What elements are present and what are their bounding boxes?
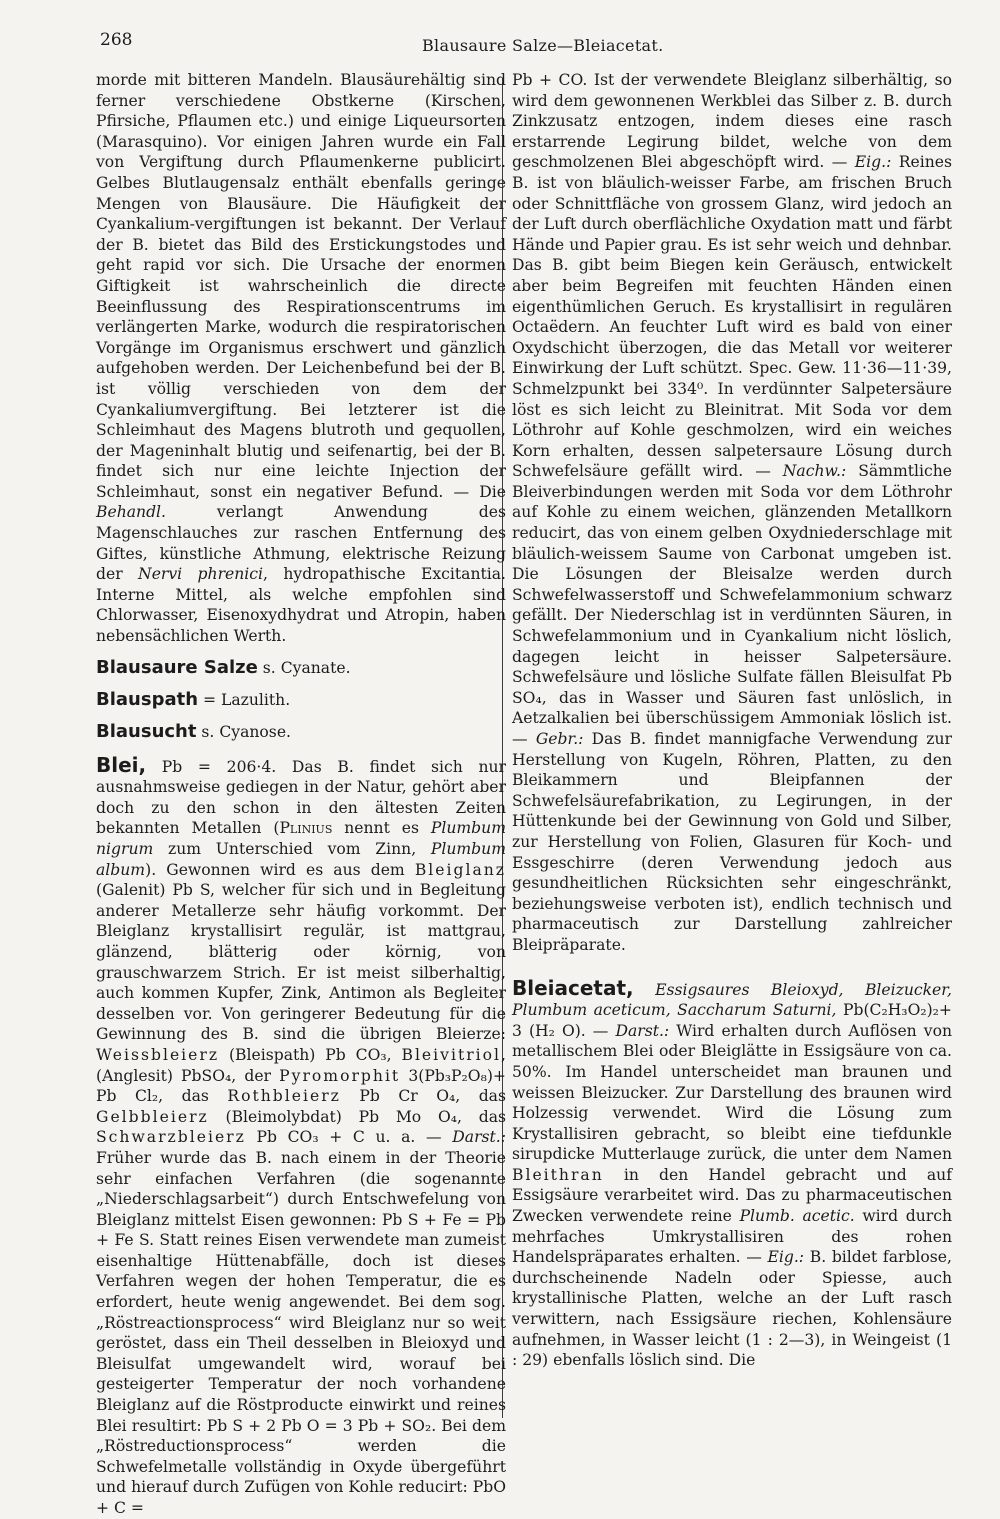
entry-blauspath [96, 689, 506, 711]
entry-text: = Lazulith. [198, 690, 291, 709]
running-head: Blausaure Salze—Bleiacetat. [422, 36, 664, 55]
entry-text: , (Anglesit) PbSO₄, der [96, 1045, 506, 1085]
behandl-text-1: verlangt Anwendung des Magenschlauches zur raschen Entfernung des Giftes, künstliche Athmung, elektrische Reizung der [96, 503, 506, 584]
page-header [100, 30, 940, 60]
term-plumbum-album: Plumbum album [96, 840, 506, 879]
entry-text: wird durch mehrfaches Umkrystallisiren des rohen Handelspräparates erhalten. — [512, 1207, 952, 1267]
entry-text: (Bleispath) Pb CO₃, [219, 1045, 402, 1064]
mineral-schwarzbleierz: Schwarzbleierz [96, 1128, 246, 1147]
entry-text: Pb = 206·4. Das B. findet sich nur ausnahmsweise gediegen in der Natur, gehört aber doch zu den schon in den ältesten Zeiten bekannten Metallen ( [96, 757, 506, 838]
entry-text: zum Unterschied vom Zinn, [153, 840, 431, 858]
headword: Blei, [96, 752, 147, 777]
gebr-label: Gebr.: [535, 730, 584, 748]
entry-text: B. bildet farblose, durchscheinende Nadeln oder Spiesse, auch krystallinische Platten, welche an der Luft rasch verwittern, nach Essigsäure riechen, Kohlensäure aufnehmen, in Wasser leicht (1 : 2—3), in Weingeist (1 : 29) ebenfalls löslich sind. Die [512, 1248, 952, 1370]
entry-text: (Galenit) Pb S, welcher für sich und in Begleitung anderer Metallerze sehr häufig vorkommt. Der Bleiglanz krystallisirt regulär, ist mattgrau, glänzend, blätterig oder körnig, von grauschwarzem Strich. Er ist meist silberhaltig, auch kommen Kupfer, Zink, Antimon als Begleiter desselben vor. Von geringerer Bedeutung für die Gewinnung des B. sind die übrigen Bleierze: [96, 881, 506, 1044]
entry-text: Pb CO₃ + C u. a. — [245, 1128, 453, 1147]
entry-text: Das B. findet mannigfache Verwendung zur Herstellung von Kugeln, Röhren, Platten, zu den Bleikammern und Bleipfannen der Schwefelsäurefabrikation, zu Legirungen, in der Hüttenkunde bei der Gewinnung von Gold und Silber, zur Herstellung von Folien, Glasuren für Koch- und Essgeschirre (deren Verwendung jedoch aus gesundheitlichen Rücksichten sehr eingeschränkt, beziehungsweise verboten ist), endlich technisch und pharmaceutisch zur Darstellung zahlreicher Bleipräparate. [512, 730, 952, 954]
continued-entry-text [96, 70, 506, 647]
entry-text: in den Handel gebracht und auf Essigsäure verarbeitet wird. Das zu pharmaceutischen Zwecken verwendete reine [512, 1165, 952, 1226]
author-plinius: Plinius [279, 819, 333, 838]
mineral-rothbleierz: Rothbleierz [227, 1087, 341, 1106]
entry-text: Pb(C₂H₃O₂)₂+ 3 (H₂ O). — [512, 1001, 952, 1040]
term-plumb-acetic: Plumb. acetic. [739, 1207, 855, 1226]
left-column [96, 70, 506, 1519]
entry-text: 3(Pb₃P₂O₈)+ Pb Cl₂, das [96, 1066, 506, 1106]
darst-label: Darst.: [452, 1128, 506, 1147]
term-bleithran: Bleithran [512, 1165, 604, 1184]
entry-text: Wird erhalten durch Auflösen von metallischem Blei oder Bleiglätte in Essigsäure von ca. 50%. Im Handel unterscheidet man braunen und weissen Bleizucker. Zur Darstellung des braunen wird Holzessig verwendet. Wird die Lösung zum Krystallisiren gebracht, so bleibt eine tiefdunkle sirupdicke Mutterlauge zurück, die unter dem Namen [512, 1021, 952, 1164]
entry-text: nennt es [332, 819, 431, 838]
headword: Bleiacetat, [512, 975, 634, 1000]
headword: Blauspath [96, 688, 199, 710]
eig-label: Eig.: [854, 153, 892, 172]
entry-blausucht [96, 721, 506, 743]
entry-text: Reines B. ist von bläulich-weisser Farbe, am frischen Bruch oder Schnittfläche von grossem Glanz, wird jedoch an der Luft durch oberflächliche Oxydation matt und färbt Hände und Papier grau. Es ist sehr weich und dehnbar. Das B. gibt beim Biegen kein Geräusch, entwickelt aber beim Begreifen mit feuchten Händen einen eigenthümlichen Geruch. Es krystallisirt in regulären Octaëdern. An feuchter Luft wird es bald von einer Oxydschicht überzogen, die das Metall vor weiterer Einwirkung der Luft schützt. Spec. Gew. 11·36—11·39, Schmelzpunkt bei 334⁰. In verdünnter Salpetersäure löst es sich leicht zu Bleinitrat. Mit Soda vor dem Löthrohr auf Kohle geschmolzen, wird ein weiches Korn erhalten, dessen salpetersaure Lösung durch Schwefelsäure gefällt wird. — [512, 153, 953, 481]
headword: Blausucht [96, 720, 197, 742]
eig-label: Eig.: [767, 1248, 805, 1267]
mineral-bleiglanz: Bleiglanz [414, 860, 506, 879]
entry-text: Sämmtliche Bleiverbindungen werden mit Soda vor dem Löthrohr auf Kohle zu einem weichen, glänzenden Metallkorn reducirt, das von einem gelben Oxydniederschlage mit bläulich-weissem Saume von Carbonat umgeben ist. Die Lösungen der Bleisalze werden durch Schwefelwasserstoff und Schwefelammonium schwarz gefällt. Der Niederschlag ist in verdünnten Säuren, in Schwefelammonium und in Cyankalium nicht löslich, dagegen leicht in heisser Salpetersäure. Schwefelsäure und lösliche Sulfate fällen Bleisulfat Pb SO₄, das in Wasser und Säuren fast unlöslich, in Aetzalkalien bei überschüssigem Ammoniak löslich ist. — [512, 462, 952, 748]
behandl-label: Behandl. [96, 503, 166, 522]
mineral-gelbbleierz: Gelbbleierz [96, 1107, 209, 1126]
entry-bleiacetat [512, 975, 952, 1371]
entry-text: ). Gewonnen wird es aus dem [145, 860, 415, 879]
headword: Blausaure Salze [96, 656, 258, 678]
entry-text: Pb Cr O₄, das [340, 1087, 506, 1106]
entry-text: (Bleimolybdat) Pb Mo O₄, das [208, 1107, 506, 1126]
mineral-weissbleierz: Weissbleierz [96, 1045, 220, 1064]
entry-text: Früher wurde das B. nach einem in der Theorie sehr einfachen Verfahren (die sogenannte „Niederschlagsarbeit“) durch Entschwefelung von Bleiglanz mittelst Eisen gewonnen: Pb S + Fe = Pb + Fe S. Statt reines Eisen verwendete man zumeist eisenhaltige Hüttenabfälle, doch ist dieses Verfahren wegen der hohen Temperatur, die es erfordert, heute wenig angewendet. Bei dem sog. „Röstreactionsprocess“ wird Bleiglanz nur so weit geröstet, dass ein Theil desselben in Bleioxyd und Bleisulfat umgewandelt wird, worauf bei gesteigerter Temperatur der noch vorhandene Bleiglanz auf die Röstproducte einwirkt und reines Blei resultirt: Pb S + 2 Pb O = 3 Pb + SO₂. Bei dem „Röstreductionsprocess“ werden die Schwefelmetalle vollständig in Oxyde übergeführt und hierauf durch Zufügen von Kohle reducirt: PbO + C = [96, 1148, 506, 1517]
entry-text: s. Cyanate. [257, 658, 351, 677]
right-column [512, 70, 952, 1371]
blei-continuation [512, 70, 952, 956]
nervi-phrenici: Nervi phrenici [138, 565, 264, 584]
entry-text: s. Cyanose. [196, 722, 291, 741]
entry-text: Pb + CO. Ist der verwendete Bleiglanz silberhältig, so wird dem gewonnenen Werkblei das Silber z. B. durch Zinkzusatz entzogen, indem dieses eine rasch erstarrende Legirung bildet, welche von dem geschmolzenen Blei abgeschöpft wird. — [512, 71, 952, 172]
behandl-text-2: , hydropathische Excitantia. Interne Mittel, als welche empfohlen sind Chlorwasser, Eisenoxydhydrat und Atropin, haben nebensächlichen Werth. [96, 565, 506, 646]
mineral-pyromorphit: Pyromorphit [279, 1066, 401, 1085]
darst-label: Darst.: [615, 1021, 670, 1040]
entry-blausaure-salze [96, 657, 506, 679]
blausaeure-continuation: morde mit bitteren Mandeln. Blausäurehältig sind ferner verschiedene Obstkerne (Kirschen, Pfirsiche, Pflaumen etc.) und einige Liqueursorten (Marasquino). Vor einigen Jahren wurde ein Fall von Vergiftung durch Pflaumenkerne publicirt. Gelbes Blutlaugensalz enthält ebenfalls geringe Mengen von Blausäure. Die Häufigkeit der Cyankalium-vergiftungen ist bekannt. Der Verlauf der B. bietet das Bild des Erstickungstodes und geht rapid vor sich. Die Ursache der enormen Giftigkeit ist wahrscheinlich die directe Beeinflussung des Respirationscentrums im verlängerten Marke, wodurch die respiratorischen Vorgänge im Organismus erschwert und gänzlich aufgehoben werden. Der Leichenbefund bei der B. ist völlig verschieden von dem der Cyankaliumvergiftung. Bei letzterer ist die Schleimhaut des Magens blutroth und gequollen, der Mageninhalt blutig und seifenartig, bei der B. findet sich nur eine leichte Injection der Schleimhaut, sonst ein negativer Befund. — Die [96, 71, 506, 501]
entry-blei [96, 752, 506, 1519]
mineral-bleivitriol: Bleivitriol [401, 1045, 502, 1064]
nachw-label: Nachw.: [782, 462, 847, 481]
term-plumbum-nigrum: Plumbum nigrum [96, 819, 506, 858]
page-number: 268 [100, 30, 133, 50]
synonyms: Essigsaures Bleioxyd, Bleizucker, Plumbum aceticum, Saccharum Saturni, [512, 980, 952, 1020]
